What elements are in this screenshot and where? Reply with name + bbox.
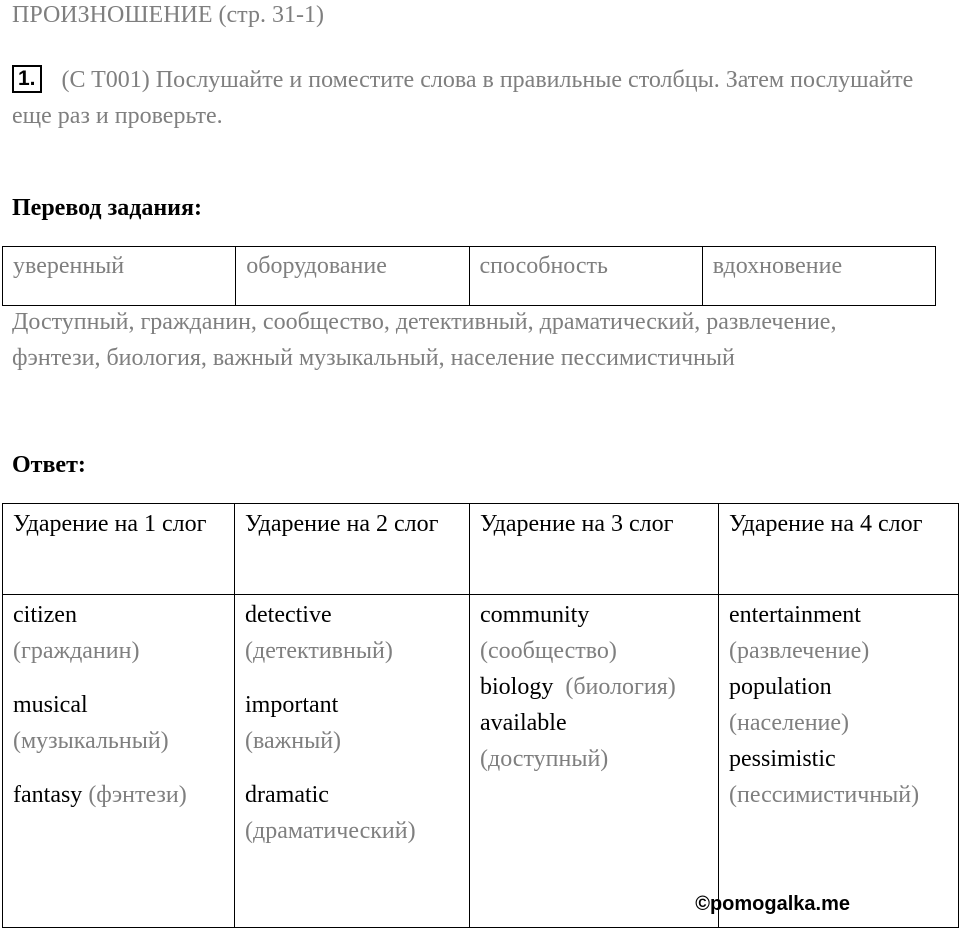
answer-entry: [13, 777, 224, 813]
words-table-cell: вдохновение: [702, 247, 935, 306]
answer-entry: [480, 705, 708, 777]
translation-heading: Перевод задания:: [12, 195, 202, 221]
english-word: citizen: [13, 602, 77, 628]
russian-translation: (музыкальный): [13, 728, 169, 754]
english-word: available: [480, 710, 567, 736]
answer-entry: [729, 597, 948, 669]
page-title: ПРОИЗНОШЕНИЕ (стр. 31-1): [12, 2, 324, 28]
task-text: (C T001) Послушайте и поместите слова в правильные столбцы. Затем послушайте еще раз и проверьте.: [12, 67, 914, 129]
russian-translation: (население): [729, 710, 850, 736]
answer-entry: [245, 687, 459, 759]
russian-translation: (сообщество): [480, 638, 617, 664]
answer-header-cell: Ударение на 4 слог: [719, 504, 959, 595]
russian-translation: (драматический): [245, 818, 416, 844]
task-paragraph: [12, 62, 942, 134]
english-word: entertainment: [729, 602, 861, 628]
answer-header-cell: Ударение на 3 слог: [470, 504, 719, 595]
answer-entry: [245, 597, 459, 669]
watermark: ©pomogalka.me: [695, 893, 850, 915]
english-word: important: [245, 692, 339, 718]
english-word: fantasy: [13, 782, 83, 808]
english-word: population: [729, 674, 832, 700]
english-word: musical: [13, 692, 88, 718]
words-table-cell: оборудование: [236, 247, 469, 306]
answer-entry: [13, 687, 224, 759]
words-table-cell: способность: [469, 247, 702, 306]
english-word: community: [480, 602, 590, 628]
answer-entry: [729, 741, 948, 813]
task-number: 1.: [12, 65, 42, 93]
russian-translation: (гражданин): [13, 638, 140, 664]
answer-column-3: [470, 595, 719, 928]
answer-entry: [729, 669, 948, 741]
words-table-cell: уверенный: [3, 247, 236, 306]
answer-column-2: [235, 595, 470, 928]
russian-translation: (детективный): [245, 638, 393, 664]
answer-header-cell: Ударение на 1 слог: [3, 504, 235, 595]
russian-translation: (фэнтези): [88, 782, 187, 808]
russian-translation: (доступный): [480, 746, 609, 772]
answer-heading: Ответ:: [12, 452, 86, 478]
answer-table: [2, 503, 959, 928]
english-word: biology: [480, 674, 554, 700]
russian-translation: (биология): [565, 674, 676, 700]
answer-entry: [245, 777, 459, 849]
russian-translation: (пессимистичный): [729, 782, 920, 808]
word-list: Доступный, гражданин, сообщество, детективный, драматический, развлечение, фэнтези, биология, важный музыкальный, население пессимистичный: [12, 309, 837, 371]
answer-column-4: [719, 595, 959, 928]
answer-column-1: [3, 595, 235, 928]
english-word: detective: [245, 602, 332, 628]
english-word: pessimistic: [729, 746, 836, 772]
words-table: [2, 246, 936, 306]
english-word: dramatic: [245, 782, 329, 808]
answer-header-cell: Ударение на 2 слог: [235, 504, 470, 595]
answer-entry: [480, 597, 708, 669]
russian-translation: (развлечение): [729, 638, 870, 664]
russian-translation: (важный): [245, 728, 342, 754]
answer-entry: [480, 669, 708, 705]
answer-entry: [13, 597, 224, 669]
